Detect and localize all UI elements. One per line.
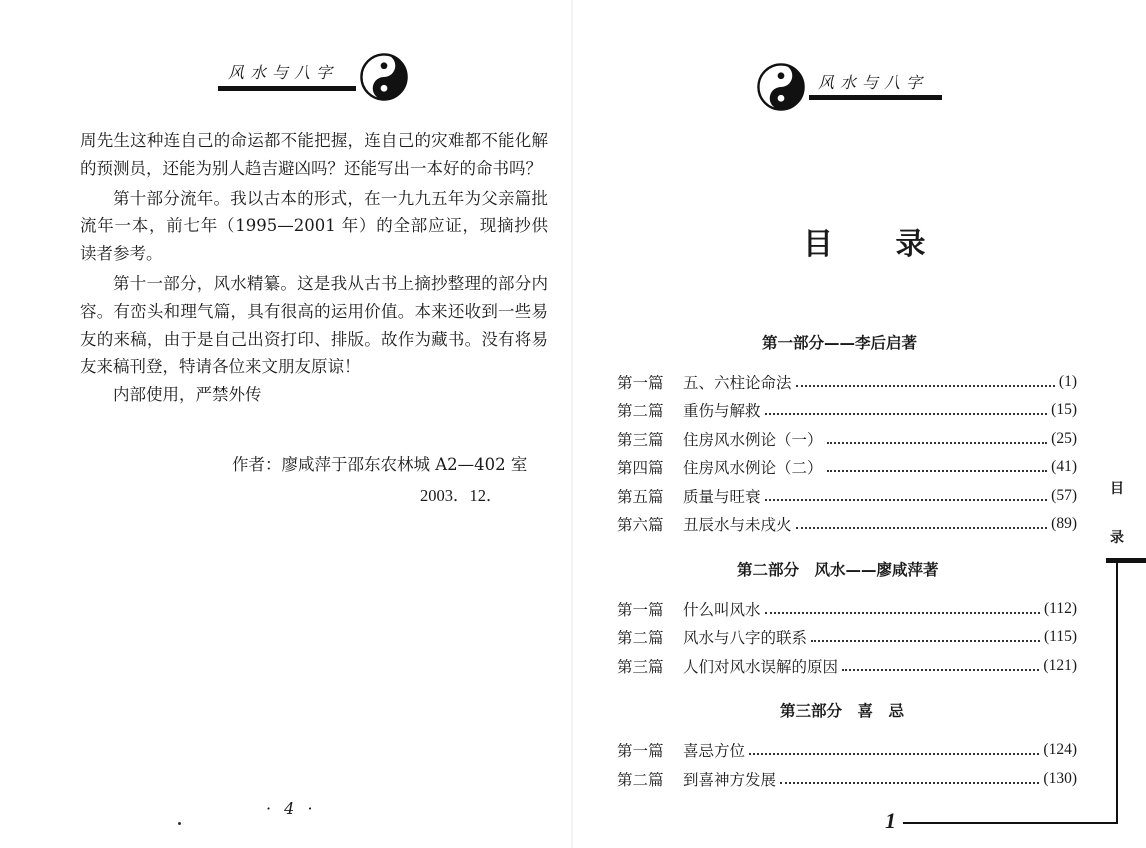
chapter-number: 第一篇 bbox=[617, 742, 664, 760]
leader-dots bbox=[827, 469, 1048, 472]
leader-dots bbox=[827, 441, 1048, 444]
leader-dots bbox=[796, 526, 1048, 529]
page-ref: (57) bbox=[1051, 487, 1077, 504]
toc-entry[interactable] bbox=[617, 512, 1077, 536]
chapter-title: 什么叫风水 bbox=[683, 601, 761, 619]
chapter-title: 住房风水例论（二） bbox=[683, 459, 823, 477]
leader-dots bbox=[842, 668, 1039, 671]
taiji-icon bbox=[360, 53, 408, 101]
paragraph: 第十一部分，风水精纂。这是我从古书上摘抄整理的部分内容。有峦头和理气篇，具有很高的运用价值。本来还收到一些易友的来稿，由于是自己出资打印、排版。故作为藏书。没有将易友来稿刊登，特请各位来文朋友原谅！ bbox=[80, 273, 548, 377]
running-header: 风水与八字 bbox=[818, 73, 929, 92]
toc-entry[interactable] bbox=[617, 370, 1077, 394]
page-ref: (15) bbox=[1051, 401, 1077, 418]
chapter-number: 第六篇 bbox=[617, 516, 664, 534]
paragraph: 周先生这种连自己的命运都不能把握，连自己的灾难都不能化解的预测员，还能为别人趋吉避凶吗？还能写出一本好的命书吗？ bbox=[80, 131, 548, 178]
toc-entry[interactable] bbox=[617, 654, 1077, 678]
leader-dots bbox=[811, 639, 1040, 642]
toc-entry[interactable] bbox=[617, 738, 1077, 762]
chapter-title: 住房风水例论（一） bbox=[683, 431, 823, 449]
running-header: 风水与八字 bbox=[228, 63, 339, 82]
section-heading: 第三部分 喜 忌 bbox=[780, 702, 905, 720]
page-ref: (25) bbox=[1051, 430, 1077, 447]
page-ref: (130) bbox=[1043, 770, 1077, 787]
leader-dots bbox=[749, 752, 1039, 755]
chapter-title: 丑辰水与未戌火 bbox=[683, 516, 792, 534]
toc-entry[interactable] bbox=[617, 767, 1077, 791]
toc-title: 目 录 bbox=[803, 227, 952, 262]
page-number: 1 bbox=[885, 808, 896, 833]
margin-rule bbox=[1116, 560, 1118, 822]
chapter-number: 第三篇 bbox=[617, 431, 664, 449]
side-tab-char: 目 bbox=[1110, 481, 1124, 497]
body-text bbox=[80, 127, 548, 409]
leader-dots bbox=[780, 781, 1039, 784]
chapter-number: 第五篇 bbox=[617, 488, 664, 506]
leader-dots bbox=[765, 611, 1040, 614]
page-ref: (124) bbox=[1043, 741, 1077, 758]
page-ref: (115) bbox=[1044, 628, 1077, 645]
footer-rule bbox=[903, 822, 1118, 824]
right-page bbox=[573, 0, 1146, 848]
toc-entry[interactable] bbox=[617, 625, 1077, 649]
chapter-title: 重伤与解救 bbox=[683, 402, 761, 420]
page-number: · 4 · bbox=[266, 799, 317, 818]
scan-speck bbox=[178, 822, 181, 825]
author-signature: 作者：廖咸萍于邵东农林城 A2—402 室 bbox=[232, 455, 528, 474]
date: 2003．12． bbox=[420, 486, 503, 505]
chapter-title: 风水与八字的联系 bbox=[683, 629, 808, 647]
section-heading: 第二部分 风水——廖咸萍著 bbox=[737, 561, 939, 579]
toc-entry[interactable] bbox=[617, 427, 1077, 451]
leader-dots bbox=[765, 498, 1048, 501]
page-ref: (41) bbox=[1051, 458, 1077, 475]
toc-entry[interactable] bbox=[617, 484, 1077, 508]
chapter-title: 到喜神方发展 bbox=[683, 771, 777, 789]
toc-entry[interactable] bbox=[617, 597, 1077, 621]
paragraph: 第十部分流年。我以古本的形式，在一九九五年为父亲篇批流年一本，前七年（1995—2001 年）的全部应证，现摘抄供读者参考。 bbox=[80, 188, 548, 264]
chapter-number: 第二篇 bbox=[617, 629, 664, 647]
section-heading: 第一部分——李后启著 bbox=[762, 334, 918, 352]
chapter-number: 第一篇 bbox=[617, 374, 664, 392]
chapter-number: 第二篇 bbox=[617, 402, 664, 420]
paragraph: 内部使用，严禁外传 bbox=[113, 385, 262, 405]
page-ref: (121) bbox=[1043, 657, 1077, 674]
header-rule bbox=[809, 95, 942, 100]
header-rule bbox=[218, 86, 356, 91]
page-ref: (1) bbox=[1058, 373, 1077, 390]
taiji-icon bbox=[757, 63, 805, 111]
leader-dots bbox=[796, 384, 1055, 387]
chapter-number: 第四篇 bbox=[617, 459, 664, 477]
chapter-title: 人们对风水误解的原因 bbox=[683, 658, 839, 676]
chapter-title: 喜忌方位 bbox=[683, 742, 746, 760]
chapter-title: 五、六柱论命法 bbox=[683, 374, 792, 392]
chapter-number: 第二篇 bbox=[617, 771, 664, 789]
chapter-number: 第三篇 bbox=[617, 658, 664, 676]
chapter-title: 质量与旺衰 bbox=[683, 488, 761, 506]
side-tab-char: 录 bbox=[1110, 530, 1124, 546]
page-ref: (89) bbox=[1051, 515, 1077, 532]
toc-entry[interactable] bbox=[617, 455, 1077, 479]
page-ref: (112) bbox=[1044, 600, 1077, 617]
leader-dots bbox=[765, 412, 1048, 415]
chapter-number: 第一篇 bbox=[617, 601, 664, 619]
side-tab-rule bbox=[1106, 558, 1146, 563]
toc-entry[interactable] bbox=[617, 398, 1077, 422]
